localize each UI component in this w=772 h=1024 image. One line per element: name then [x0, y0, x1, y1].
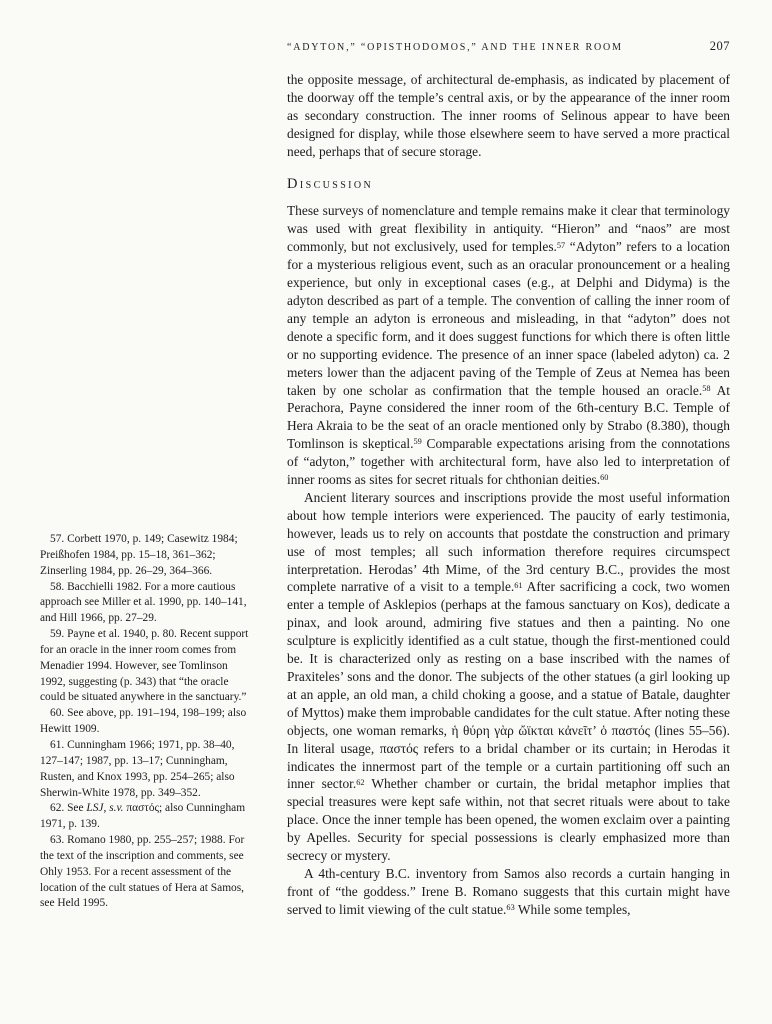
- footnote-ref: 61: [514, 580, 523, 590]
- text-run: 59. Payne et al. 1940, p. 80. Recent support for an oracle in the inner room comes from Menadier 1994. However, see Tomlinson 1992, suggesting (p. 343) that “the oracle could be situated anywhere in the sanctuary.”: [40, 628, 249, 704]
- text-run: 60. See above, pp. 191–194, 198–199; also Hewitt 1909.: [40, 707, 247, 736]
- footnote: [40, 627, 254, 706]
- text-run: ,: [103, 802, 110, 815]
- footnote-ref: 63: [506, 903, 515, 913]
- text-run: Comparable expectations arising from the connotations of “adyton,” together with architectural form, have also led to interpretation of inner rooms as sites for secret rituals for chthonian deities.: [287, 436, 730, 488]
- text-run: Ancient literary sources and inscriptions provide the most useful information about how temple interiors were experienced. The paucity of early testimonia, however, leads us to rely on accounts that postdate the construction and primary use of most temples; all such information therefore requires circumspect interpretation. Herodas’ 4th Mime, of the 3rd century B.C., provides the most complete narrative of a visit to a temple.: [287, 489, 730, 595]
- text-run: 61. Cunningham 1966; 1971, pp. 38–40, 127–147; 1987, pp. 13–17; Cunningham, Rusten, and Knox 1993, pp. 254–265; also Sherwin-White 1978, pp. 349–352.: [40, 738, 235, 799]
- text-run: 57. Corbett 1970, p. 149; Casewitz 1984; Preißhofen 1984, pp. 15–18, 361–362; Zinserling 1984, pp. 26–29, 364–366.: [40, 533, 238, 577]
- footnote: [40, 532, 254, 580]
- paragraph: [287, 489, 730, 865]
- text-run: 62. See: [50, 802, 87, 815]
- text-run: 58. Bacchielli 1982. For a more cautious approach see Miller et al. 1990, pp. 140–141, and Hill 1966, pp. 27–29.: [40, 580, 247, 625]
- footnote: [40, 706, 254, 738]
- text-run: After sacrificing a cock, two women enter a temple of Asklepios (perhaps at the famous sanctuary on Kos), dedicate a pinax, and look around, admiring five statues and then a painting. No one sculpture is explicitly identified as a cult statue, though the first-mentioned could be. It is characterized only as resting on a base inscribed with the names of Praxiteles’ sons and the donor. The subjects of the other statues (a girl looking up at an apple, an old man, a child choking a goose, and a statue of Batale, daughter of Myttos) make them improbable candidates for the cult statue. After noting these objects, one woman remarks, ἡ θύρη γὰρ ὤϊκται κἀνεῖτ’ ὁ παστός (lines 55–56). In literal usage, παστός refers to a bridal chamber or its curtain; in Herodas it indicates the innermost part of the temple or a curtain partitioning off such an inner sector.: [287, 579, 730, 792]
- footnote: [40, 580, 254, 628]
- paragraph: [287, 202, 730, 489]
- footnote: [40, 801, 254, 833]
- text-run: Whether chamber or curtain, the bridal metaphor implies that special treasures were kept safe within, not that secret rituals were about to take place. Once the inner temple has been opened, the women exclaim over a painting by Apelles. Security for special possessions is clearly emphasized more than secrecy or mystery.: [287, 776, 730, 864]
- text-run: LSJ: [86, 802, 104, 815]
- running-head: “ADYTON,” “OPISTHODOMOS,” AND THE INNER ROOM: [287, 42, 623, 53]
- paragraph: [287, 71, 730, 161]
- footnotes-column: [40, 532, 254, 912]
- footnote: [40, 833, 254, 912]
- footnote-ref: 62: [356, 777, 365, 787]
- text-run: παστός; also Cunningham 1971, p. 139.: [40, 802, 246, 831]
- page-header: [287, 39, 730, 54]
- footnote-ref: 59: [413, 437, 422, 447]
- main-text-column: [287, 71, 730, 919]
- page-number: 207: [709, 39, 730, 53]
- text-run: the opposite message, of architectural de-emphasis, as indicated by placement of the doorway off the temple’s central axis, or by the appearance of the inner room as secondary construction. The inner rooms of Selinous appear to have been designed for display, while those elsewhere seem to have served a more practical need, perhaps that of secure storage.: [287, 72, 730, 159]
- text-run: 63. Romano 1980, pp. 255–257; 1988. For the text of the inscription and comments, see Ohly 1953. For a recent assessment of the location of the cult statues of Hera at Samos, see Held 1995.: [40, 834, 245, 910]
- footnote-ref: 60: [600, 473, 609, 483]
- text-run: s.v.: [109, 802, 124, 815]
- paragraph: [287, 865, 730, 919]
- footnote-ref: 58: [702, 383, 711, 393]
- footnote-ref: 57: [556, 240, 566, 250]
- text-run: “Adyton” refers to a location for a mysterious religious event, such as an oracular pronouncement or a healing experience, but only in exceptional cases (e.g., at Delphi and Didyma) is the adyton described as part of a temple. The convention of calling the inner room of any temple an adyton is erroneous and misleading, in that “adyton” does not denote a specific form, and it does suggest functions for which there is often little or no supporting evidence. The presence of an inner space (labeled adyton) ca. 2 meters lower than the adjacent paving of the Temple of Zeus at Nemea has been taken by one scholar as confirmation that the temple housed an oracle.: [287, 239, 730, 398]
- text-run: While some temples,: [514, 901, 631, 917]
- text-run: These surveys of nomenclature and temple remains make it clear that terminology was used with great flexibility in antiquity. “Hieron” and “naos” are most commonly, but not exclusively, used for temples.: [287, 203, 730, 255]
- text-run: A 4th-century B.C. inventory from Samos also records a curtain hanging in front of “the goddess.” Irene B. Romano suggests that this curtain might have served to limit viewing of the cult statue.: [287, 865, 730, 917]
- section-heading: Discussion: [287, 175, 374, 192]
- text-run: At Perachora, Payne considered the inner room of the 6th-century B.C. Temple of Hera Akraia to be the seat of an oracle mentioned only by Strabo (8.380), though Tomlinson is skeptical.: [287, 382, 731, 452]
- footnote: [40, 738, 254, 801]
